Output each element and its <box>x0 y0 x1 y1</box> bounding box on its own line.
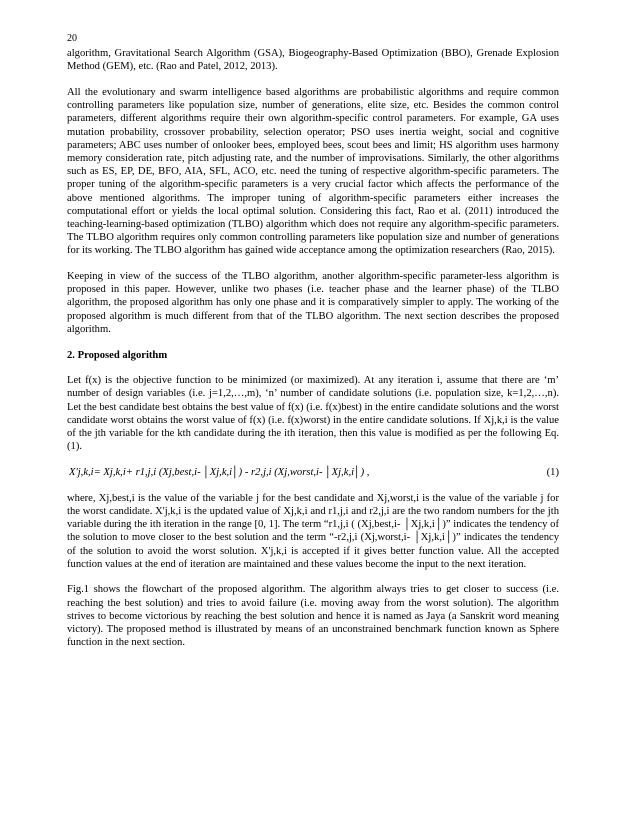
equation-number: (1) <box>546 466 559 478</box>
page-number: 20 <box>67 33 77 44</box>
equation-1 <box>67 466 559 479</box>
paragraph-control-parameters: All the evolutionary and swarm intelligence based algorithms are probabilistic algorithms and require common controlling parameters like population size, number of generations, elite size, etc. Besides the common control parameters, different algorithms require their own algorithm-specific control parameters. For example, GA uses mutation probability, crossover probability, selection operator; PSO uses inertia weight, social and cognitive parameters; ABC uses number of onlooker bees, employed bees, scout bees and limit; HS algorithm uses harmony memory consideration rate, pitch adjusting rate, and the number of improvisations. Similarly, the other algorithms such as ES, EP, DE, BFO, AIA, SFL, ACO, etc. need the tuning of respective algorithm-specific parameters. The proper tuning of the algorithm-specific parameters is a very crucial factor which affects the performance of the above mentioned algorithms. The improper tuning of algorithm-specific parameters either increases the computational effort or yields the local optimal solution. Considering this fact, Rao et al. (2011) introduced the teaching-learning-based optimization (TLBO) algorithm which does not require any algorithm-specific parameters. The TLBO algorithm requires only common controlling parameters like population size and number of generations for its working. The TLBO algorithm has gained wide acceptance among the optimization researchers (Rao, 2015). <box>67 86 559 257</box>
page-body <box>67 47 559 649</box>
equation-formula: X'j,k,i= Xj,k,i+ r1,j,i (Xj,best,i- │Xj,k,i│) - r2,j,i (Xj,worst,i- │Xj,k,i│) , <box>69 466 370 478</box>
paragraph-intro-continuation: algorithm, Gravitational Search Algorithm (GSA), Biogeography-Based Optimization (BBO), Grenade Explosion Method (GEM), etc. (Rao and Patel, 2012, 2013). <box>67 48 559 73</box>
paragraph-tlbo-motivation: Keeping in view of the success of the TLBO algorithm, another algorithm-specific parameter-less algorithm is proposed in this paper. However, unlike two phases (i.e. teacher phase and the learner phase) of the TLBO algorithm, the proposed algorithm has only one phase and it is comparatively simpler to apply. The working of the proposed algorithm is much different from that of the TLBO algorithm. The next section describes the proposed algorithm. <box>67 271 559 335</box>
section-heading: 2. Proposed algorithm <box>67 349 168 361</box>
paragraph-problem-definition: Let f(x) is the objective function to be minimized (or maximized). At any iteration i, assume that there are ‘m’ number of design variables (i.e. j=1,2,…,m), ‘n’ number of candidate solutions (i.e. population size, k=1,2,…,n). Let the best candidate best obtains the best value of f(x) (i.e. f(x)best) in the entire candidate solutions and the worst candidate worst obtains the worst value of f(x) (i.e. f(x)worst) in the entire candidate solutions. If Xj,k,i is the value of the jth variable for the kth candidate during the ith iteration, then this value is modified as per the following Eq. (1). <box>67 375 559 453</box>
paragraph-equation-explanation: where, Xj,best,i is the value of the variable j for the best candidate and Xj,worst,i is the value of the variable j for the worst candidate. X'j,k,i is the updated value of Xj,k,i and r1,j,i and r2,j,i are the two random numbers for the jth variable during the ith iteration in the range [0, 1]. The term “r1,j,i ( (Xj,best,i- │Xj,k,i│)” indicates the tendency of the solution to move closer to the best solution and the term “-r2,j,i (Xj,worst,i- │Xj,k,i│)” indicates the tendency of the solution to avoid the worst solution. X'j,k,i is accepted if it gives better function value. All the accepted function values at the end of iteration are maintained and these values become the input to the next iteration. <box>67 492 559 570</box>
paragraph-jaya-naming: Fig.1 shows the flowchart of the proposed algorithm. The algorithm always tries to get closer to success (i.e. reaching the best solution) and tries to avoid failure (i.e. moving away from the worst solution). The algorithm strives to become victorious by reaching the best solution and hence it is named as Jaya (a Sanskrit word meaning victory). The proposed method is illustrated by means of an unconstrained benchmark function known as Sphere function in the next section. <box>67 584 559 649</box>
